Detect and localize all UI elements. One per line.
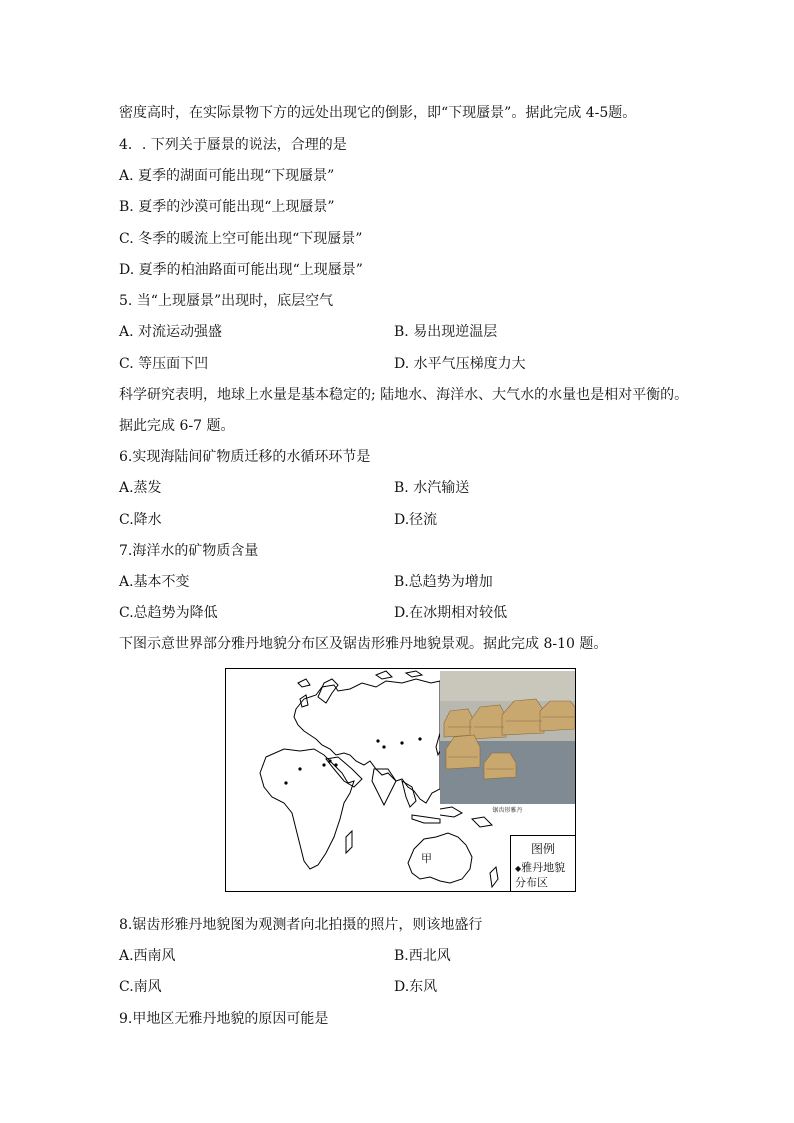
africa-outline xyxy=(260,749,354,869)
question-4-option-b: B. 夏季的沙漠可能出现“上现蜃景” xyxy=(119,199,335,215)
question-7-option-a: A.基本不变 xyxy=(119,574,190,590)
question-6-stem: 6.实现海陆间矿物质迁移的水循环环节是 xyxy=(119,449,371,465)
diamond-marker-icon: ◆ xyxy=(515,864,522,873)
legend xyxy=(510,835,575,891)
indonesia-outline xyxy=(412,815,440,823)
question-4-option-a: A. 夏季的湖面可能出现“下现蜃景” xyxy=(119,168,335,184)
yardang-distribution-figure xyxy=(225,668,576,892)
legend-item-yardang xyxy=(515,861,575,890)
question-7-option-c: C.总趋势为降低 xyxy=(119,605,218,621)
photo-caption: 锯齿形雅丹 xyxy=(492,807,523,814)
passage-3-line: 下图示意世界部分雅丹地貌分布区及锯齿形雅丹地貌景观。据此完成 8-10 题。 xyxy=(119,636,608,652)
question-6-option-c: C.降水 xyxy=(119,512,162,528)
intro-line: 密度高时，在实际景物下方的远处出现它的倒影，即“下现蜃景”。据此完成 4-5题。 xyxy=(119,105,637,121)
question-6-option-b: B. 水汽输送 xyxy=(394,480,470,496)
british-isles-outline xyxy=(300,695,308,707)
yardang-points xyxy=(284,737,421,784)
question-8-option-c: C.南风 xyxy=(119,979,162,995)
question-5-option-d: D. 水平气压梯度力大 xyxy=(394,356,526,372)
scandinavia-outline xyxy=(318,679,338,703)
question-7-stem: 7.海洋水的矿物质含量 xyxy=(119,543,259,559)
question-9-stem: 9.甲地区无雅丹地貌的原因可能是 xyxy=(119,1011,329,1027)
question-6-option-d: D.径流 xyxy=(394,512,438,528)
eurasia-outline xyxy=(294,679,440,803)
question-8-option-d: D.东风 xyxy=(394,979,438,995)
legend-item-label: 雅丹地貌分布区 xyxy=(515,861,566,889)
question-8-option-b: B.西北风 xyxy=(394,948,451,964)
question-7-option-d: D.在冰期相对较低 xyxy=(394,605,508,621)
question-5-option-c: C. 等压面下凹 xyxy=(119,356,209,372)
new-zealand-outline xyxy=(490,867,498,887)
question-4-option-d: D. 夏季的柏油路面可能出现“上现蜃景” xyxy=(119,262,363,278)
question-6-option-a: A.蒸发 xyxy=(119,480,162,496)
australia-outline xyxy=(408,833,472,883)
passage-2-line-1: 科学研究表明，地球上水量是基本稳定的; 陆地水、海洋水、大气水的水量也是相对平衡的。 xyxy=(119,387,689,403)
question-5-option-a: A. 对流运动强盛 xyxy=(119,324,223,340)
region-jia-label: 甲 xyxy=(421,852,432,865)
question-5-stem: 5. 当“上现蜃景”出现时，底层空气 xyxy=(119,293,334,309)
question-7-option-b: B.总趋势为增加 xyxy=(394,574,493,590)
madagascar-outline xyxy=(346,831,352,853)
yardang-photo xyxy=(440,671,575,804)
legend-title: 图例 xyxy=(530,842,555,856)
question-8-stem: 8.锯齿形雅丹地貌图为观测者向北拍摄的照片，则该地盛行 xyxy=(119,917,483,933)
question-8-option-a: A.西南风 xyxy=(119,948,176,964)
question-4-option-c: C. 冬季的暖流上空可能出现“下现蜃景” xyxy=(119,231,363,247)
question-5-option-b: B. 易出现逆温层 xyxy=(394,324,498,340)
southeast-asia-outline xyxy=(402,781,416,807)
question-4-stem: 4．. 下列关于蜃景的说法，合理的是 xyxy=(119,137,347,153)
passage-2-line-2: 据此完成 6-7 题。 xyxy=(119,418,235,434)
